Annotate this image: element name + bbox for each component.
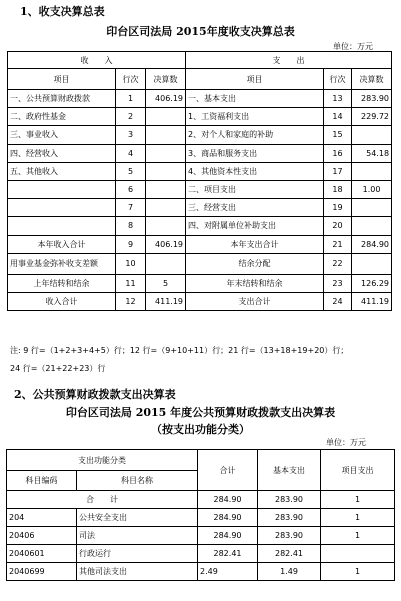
row-no: 21 bbox=[324, 235, 352, 253]
row-no: 14 bbox=[324, 108, 352, 126]
table-row bbox=[8, 90, 392, 108]
amount bbox=[146, 217, 186, 235]
subject-name-header: 科目名称 bbox=[77, 471, 198, 491]
row-no: 20 bbox=[324, 217, 352, 235]
row-no: 19 bbox=[324, 199, 352, 217]
expense-item: 二、项目支出 bbox=[186, 180, 324, 198]
row-no: 16 bbox=[324, 144, 352, 162]
col-header-item: 项目 bbox=[186, 69, 324, 90]
table-row bbox=[7, 509, 395, 527]
row-no: 18 bbox=[324, 180, 352, 198]
expense-item: 3、商品和服务支出 bbox=[186, 144, 324, 162]
project-expense-header: 项目支出 bbox=[321, 450, 395, 491]
col-header-amount: 决算数 bbox=[146, 69, 186, 90]
income-item bbox=[8, 180, 116, 198]
amount: 406.19 bbox=[146, 90, 186, 108]
basic-amount: 283.90 bbox=[258, 527, 321, 545]
table-row bbox=[8, 126, 392, 144]
row-no: 1 bbox=[116, 90, 146, 108]
budget-expenditure-table bbox=[6, 449, 395, 581]
table-row bbox=[8, 144, 392, 162]
total-amount: 282.41 bbox=[198, 545, 258, 563]
expense-item: 一、基本支出 bbox=[186, 90, 324, 108]
section2-title: 印台区司法局 2015 年度公共预算财政拨款支出决算表 bbox=[65, 406, 336, 419]
section1-title: 印台区司法局 2015年度收支决算总表 bbox=[106, 25, 295, 38]
total-amount: 284.90 bbox=[198, 527, 258, 545]
section1-unit: 单位：万元 bbox=[333, 42, 373, 51]
amount: 1.00 bbox=[352, 180, 392, 198]
col-header-item: 项目 bbox=[8, 69, 116, 90]
amount: 411.19 bbox=[352, 292, 392, 310]
table-row bbox=[7, 563, 395, 581]
row-no: 23 bbox=[324, 274, 352, 292]
project-amount: 1 bbox=[321, 527, 395, 545]
amount: 126.29 bbox=[352, 274, 392, 292]
formula-note-line1: 注: 9 行=（1+2+3+4+5）行；12 行=（9+10+11）行；21 行=（13+18+19+20）行； bbox=[10, 346, 349, 355]
amount bbox=[352, 199, 392, 217]
basic-amount: 1.49 bbox=[258, 563, 321, 581]
amount: 284.90 bbox=[352, 235, 392, 253]
row-no: 4 bbox=[116, 144, 146, 162]
table-row bbox=[8, 292, 392, 310]
income-item: 收入合计 bbox=[8, 292, 116, 310]
expense-item: 1、工资福利支出 bbox=[186, 108, 324, 126]
amount: 406.19 bbox=[146, 235, 186, 253]
basic-expense-header: 基本支出 bbox=[258, 450, 321, 491]
subject-code: 204 bbox=[7, 509, 77, 527]
expense-item: 支出合计 bbox=[186, 292, 324, 310]
col-header-row-no: 行次 bbox=[116, 69, 146, 90]
amount: 229.72 bbox=[352, 108, 392, 126]
subject-name: 行政运行 bbox=[77, 545, 198, 563]
table-row bbox=[7, 545, 395, 563]
amount bbox=[352, 126, 392, 144]
row-no: 2 bbox=[116, 108, 146, 126]
row-no: 11 bbox=[116, 274, 146, 292]
row-no: 7 bbox=[116, 199, 146, 217]
subject-code: 2040699 bbox=[7, 563, 77, 581]
total-amount: 284.90 bbox=[198, 491, 258, 509]
row-no: 22 bbox=[324, 253, 352, 274]
amount bbox=[352, 162, 392, 180]
section2-heading: 2、公共预算财政拨款支出决算表 bbox=[14, 388, 176, 401]
row-no: 13 bbox=[324, 90, 352, 108]
table-row bbox=[8, 180, 392, 198]
amount bbox=[146, 199, 186, 217]
expense-item: 4、其他资本性支出 bbox=[186, 162, 324, 180]
income-header: 收 入 bbox=[8, 52, 186, 69]
total-header: 合计 bbox=[198, 450, 258, 491]
amount bbox=[146, 108, 186, 126]
table-row bbox=[8, 274, 392, 292]
amount bbox=[146, 180, 186, 198]
expense-item: 年末结转和结余 bbox=[186, 274, 324, 292]
table-row bbox=[8, 253, 392, 274]
row-no: 12 bbox=[116, 292, 146, 310]
col-header-amount: 决算数 bbox=[352, 69, 392, 90]
row-no: 10 bbox=[116, 253, 146, 274]
income-expense-summary-table bbox=[7, 51, 392, 311]
subject-code: 20406 bbox=[7, 527, 77, 545]
project-amount: 1 bbox=[321, 509, 395, 527]
income-item: 上年结转和结余 bbox=[8, 274, 116, 292]
row-no: 24 bbox=[324, 292, 352, 310]
expense-item: 2、对个人和家庭的补助 bbox=[186, 126, 324, 144]
amount bbox=[146, 162, 186, 180]
subject-name: 司法 bbox=[77, 527, 198, 545]
subject-code-header: 科目编码 bbox=[7, 471, 77, 491]
total-row bbox=[7, 491, 395, 509]
expense-item: 四、对附属单位补助支出 bbox=[186, 217, 324, 235]
table-row bbox=[8, 108, 392, 126]
col-header-row-no: 行次 bbox=[324, 69, 352, 90]
expense-item: 本年支出合计 bbox=[186, 235, 324, 253]
row-no: 17 bbox=[324, 162, 352, 180]
income-item: 五、其他收入 bbox=[8, 162, 116, 180]
income-item: 本年收入合计 bbox=[8, 235, 116, 253]
income-item: 二、政府性基金 bbox=[8, 108, 116, 126]
row-no: 6 bbox=[116, 180, 146, 198]
income-item: 一、公共预算财政拨款 bbox=[8, 90, 116, 108]
table-row bbox=[8, 162, 392, 180]
formula-note-line2: 24 行=（21+22+23）行 bbox=[10, 364, 106, 373]
income-item: 用事业基金弥补收支差额 bbox=[8, 253, 116, 274]
amount bbox=[146, 253, 186, 274]
total-label: 合 计 bbox=[7, 491, 198, 509]
subject-name: 公共安全支出 bbox=[77, 509, 198, 527]
expense-item: 结余分配 bbox=[186, 253, 324, 274]
total-amount: 284.90 bbox=[198, 509, 258, 527]
row-no: 5 bbox=[116, 162, 146, 180]
amount: 54.18 bbox=[352, 144, 392, 162]
total-amount: 2.49 bbox=[198, 563, 258, 581]
subject-name: 其他司法支出 bbox=[77, 563, 198, 581]
income-item: 四、经营收入 bbox=[8, 144, 116, 162]
basic-amount: 283.90 bbox=[258, 491, 321, 509]
income-item: 三、事业收入 bbox=[8, 126, 116, 144]
amount: 283.90 bbox=[352, 90, 392, 108]
project-amount: 1 bbox=[321, 491, 395, 509]
expense-header: 支 出 bbox=[186, 52, 392, 69]
amount bbox=[352, 217, 392, 235]
row-no: 3 bbox=[116, 126, 146, 144]
section1-heading: 1、收支决算总表 bbox=[20, 5, 105, 18]
section2-unit: 单位：万元 bbox=[326, 438, 366, 447]
income-item bbox=[8, 199, 116, 217]
basic-amount: 283.90 bbox=[258, 509, 321, 527]
amount bbox=[146, 144, 186, 162]
project-amount: 1 bbox=[321, 563, 395, 581]
amount: 5 bbox=[146, 274, 186, 292]
function-class-header: 支出功能分类 bbox=[7, 450, 198, 471]
basic-amount: 282.41 bbox=[258, 545, 321, 563]
table-row bbox=[7, 527, 395, 545]
amount bbox=[352, 253, 392, 274]
income-item bbox=[8, 217, 116, 235]
amount: 411.19 bbox=[146, 292, 186, 310]
row-no: 9 bbox=[116, 235, 146, 253]
amount bbox=[146, 126, 186, 144]
project-amount bbox=[321, 545, 395, 563]
expense-item: 三、经营支出 bbox=[186, 199, 324, 217]
table-row bbox=[8, 199, 392, 217]
row-no: 8 bbox=[116, 217, 146, 235]
row-no: 15 bbox=[324, 126, 352, 144]
table-row bbox=[8, 235, 392, 253]
section2-subtitle: （按支出功能分类） bbox=[151, 423, 250, 436]
subject-code: 2040601 bbox=[7, 545, 77, 563]
table-row bbox=[8, 217, 392, 235]
